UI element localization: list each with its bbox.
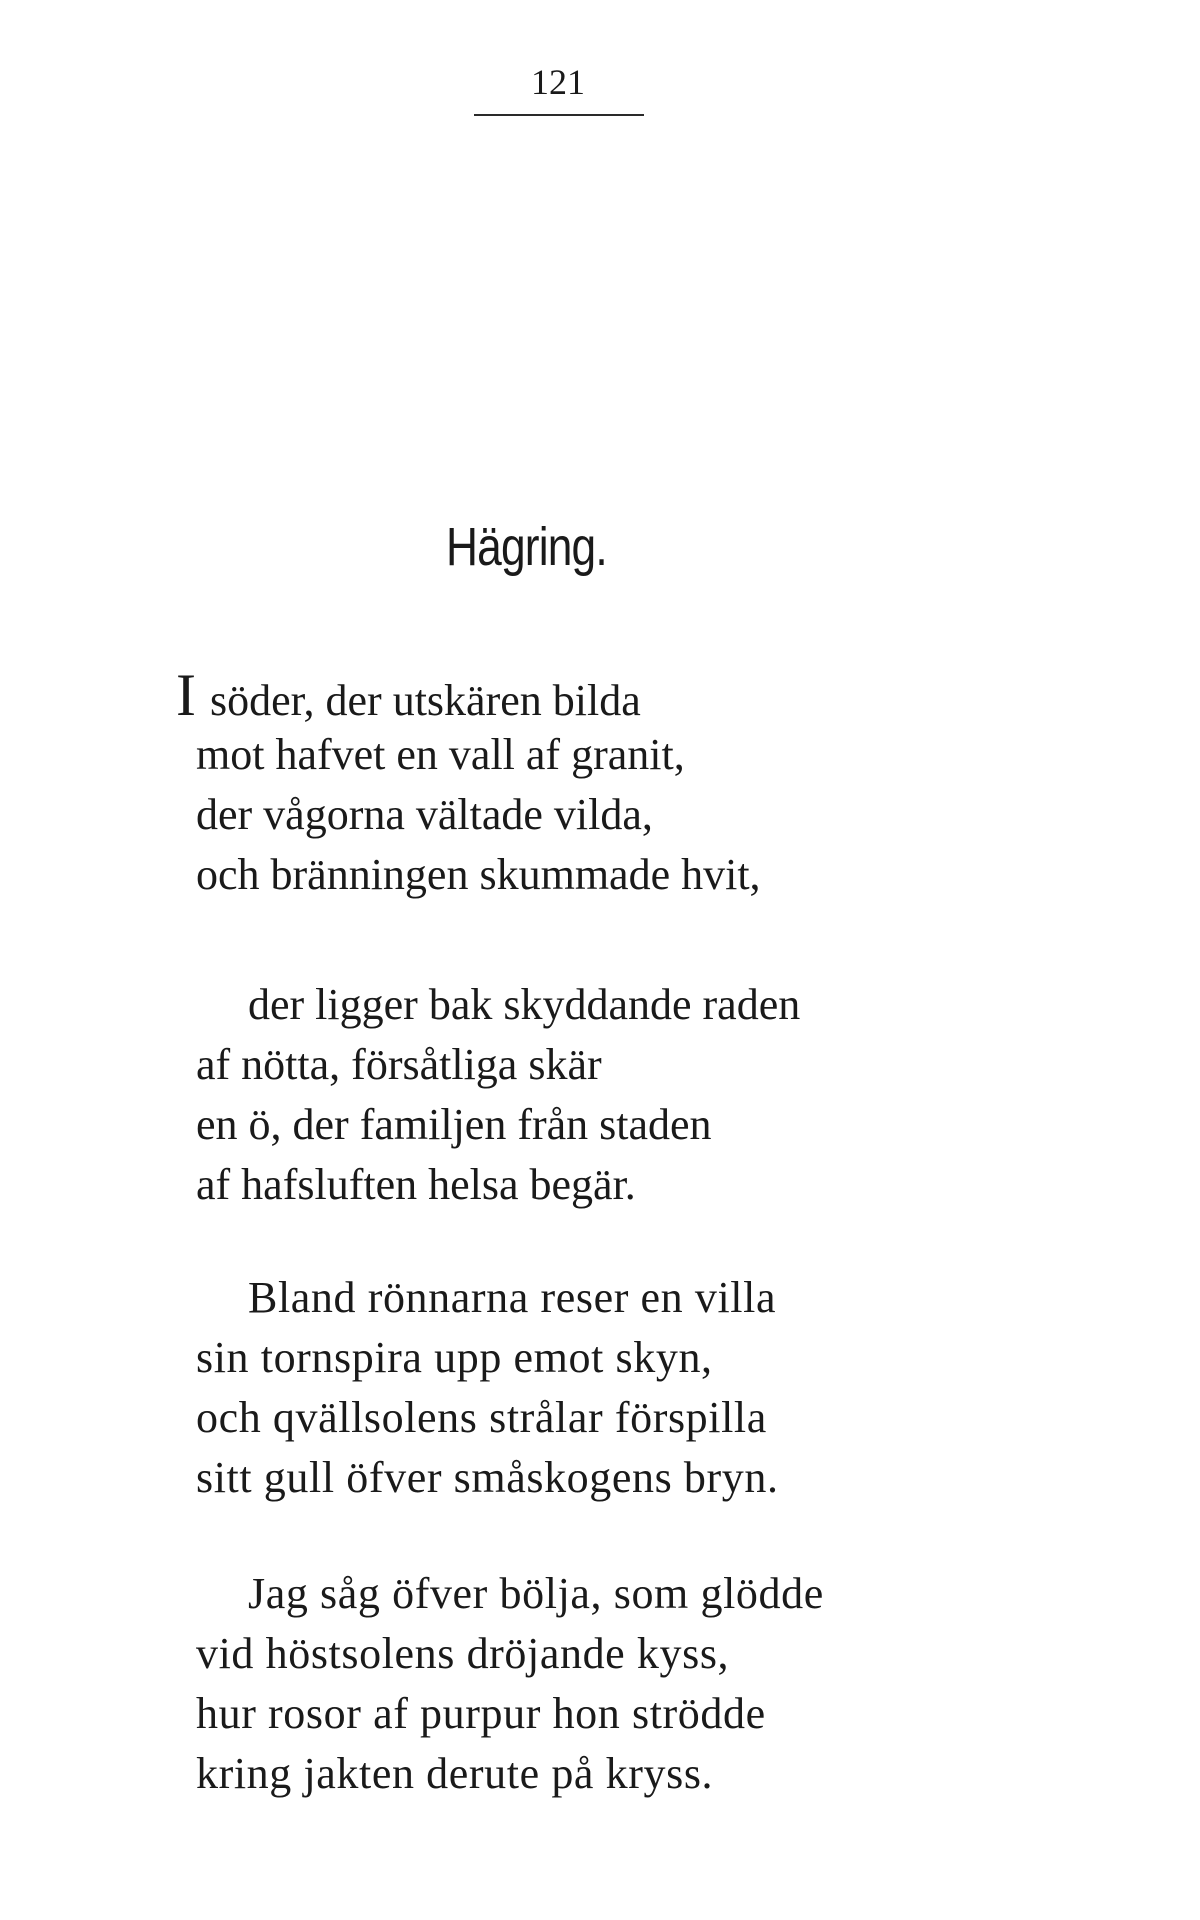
poem-stanza-2 [196, 975, 800, 1215]
drop-cap: I [176, 662, 196, 728]
poem-line: af nötta, försåtliga skär [196, 1040, 602, 1089]
poem-line: Jag såg öfver bölja, som glödde [248, 1569, 824, 1618]
poem-line: en ö, der familjen från staden [196, 1100, 712, 1149]
poem-line: sin tornspira upp emot skyn, [196, 1333, 713, 1382]
poem-line: der vågorna vältade vilda, [196, 790, 653, 839]
poem-line: kring jakten derute på kryss. [196, 1749, 714, 1798]
poem-line-text: söder, der utskären bilda [209, 676, 641, 725]
poem-stanza-3 [196, 1268, 779, 1508]
poem-line: Bland rönnarna reser en villa [248, 1273, 777, 1322]
page-number: 121 [531, 62, 585, 102]
poem-line: sitt gull öfver småskogens bryn. [196, 1453, 779, 1502]
poem-line: af hafsluften helsa begär. [196, 1160, 636, 1209]
page-number-rule [474, 114, 644, 116]
poem-line: mot hafvet en vall af granit, [196, 730, 685, 779]
poem-line: och qvällsolens strålar förspilla [196, 1393, 767, 1442]
poem-stanza-1 [176, 662, 761, 905]
poem-line [176, 662, 761, 728]
poem-stanza-4 [196, 1564, 824, 1804]
poem-line: hur rosor af purpur hon strödde [196, 1689, 766, 1738]
poem-line: och bränningen skummade hvit, [196, 850, 761, 899]
poem-title: Hägring. [446, 517, 607, 577]
poem-line: vid höstsolens dröjande kyss, [196, 1629, 730, 1678]
poem-line: der ligger bak skyddande raden [248, 980, 801, 1029]
